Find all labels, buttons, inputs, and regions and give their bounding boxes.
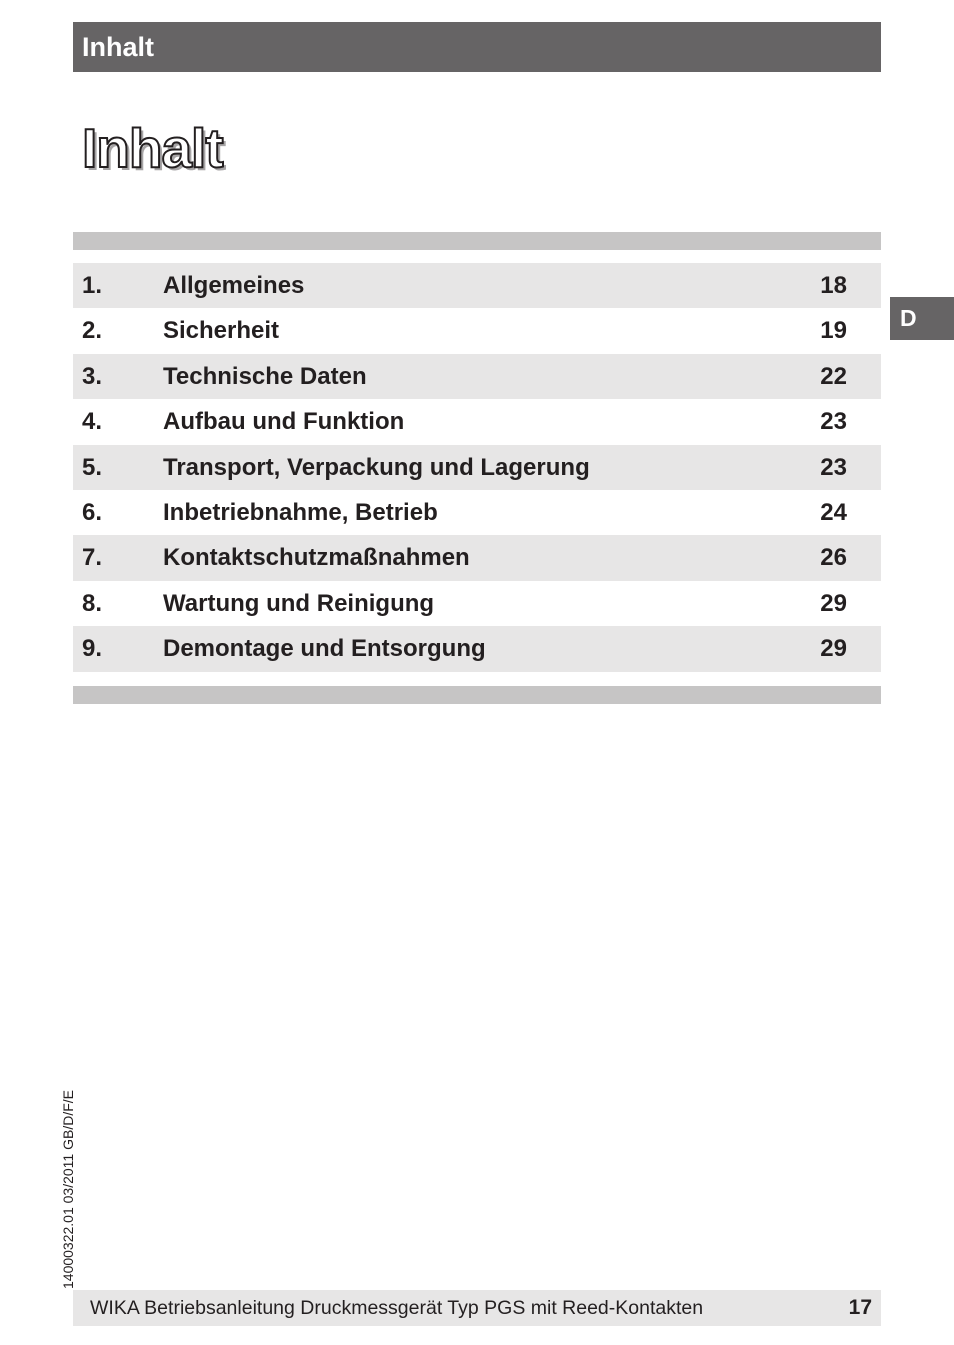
- toc-number: 6.: [82, 498, 103, 526]
- toc-row[interactable]: [73, 535, 881, 580]
- toc-bottom-divider: [73, 686, 881, 704]
- toc-number: 2.: [82, 317, 103, 345]
- toc-page-number: 18: [820, 272, 847, 299]
- toc-number: 1.: [82, 272, 103, 299]
- document-code: 14000322.01 03/2011 GB/D/F/E: [60, 1090, 76, 1289]
- toc-title: Demontage und Entsorgung: [163, 635, 486, 663]
- toc-number: 9.: [82, 635, 103, 663]
- page-title: Inhalt: [82, 117, 223, 179]
- toc-title: Allgemeines: [163, 272, 305, 299]
- toc-page-number: 29: [820, 635, 847, 663]
- toc-number: 7.: [82, 544, 103, 572]
- toc-page-number: 23: [820, 453, 847, 481]
- toc-row[interactable]: [73, 308, 881, 353]
- toc-row[interactable]: [73, 399, 881, 444]
- toc-page-number: 24: [820, 498, 847, 526]
- toc-row[interactable]: [73, 581, 881, 626]
- toc-title: Technische Daten: [163, 362, 367, 390]
- toc-row[interactable]: [73, 354, 881, 399]
- toc-page-number: 19: [820, 317, 847, 345]
- toc-title: Aufbau und Funktion: [163, 408, 405, 436]
- table-of-contents: [73, 263, 881, 672]
- toc-page-number: 22: [820, 362, 847, 390]
- language-tab-label: D: [900, 305, 917, 331]
- toc-page-number: 29: [820, 589, 847, 617]
- toc-title: Kontaktschutzmaßnahmen: [163, 544, 470, 572]
- section-header-bar: [73, 22, 881, 72]
- toc-title: Transport, Verpackung und Lagerung: [163, 453, 590, 481]
- toc-page-number: 26: [820, 544, 847, 572]
- toc-number: 5.: [82, 453, 103, 481]
- footer-text: WIKA Betriebsanleitung Druckmessgerät Typ PGS mit Reed-Kontakten: [90, 1297, 704, 1319]
- page-footer: [73, 1290, 881, 1326]
- toc-row[interactable]: [73, 263, 881, 308]
- section-header-title: Inhalt: [82, 32, 154, 62]
- toc-number: 3.: [82, 362, 103, 390]
- toc-title: Wartung und Reinigung: [163, 589, 435, 617]
- toc-row[interactable]: [73, 490, 881, 535]
- toc-row[interactable]: [73, 626, 881, 671]
- toc-number: 8.: [82, 589, 103, 617]
- toc-page-number: 23: [820, 408, 847, 436]
- toc-top-divider: [73, 232, 881, 250]
- toc-title: Sicherheit: [163, 317, 280, 345]
- footer-page-number: 17: [848, 1296, 872, 1319]
- language-tab: [890, 297, 954, 340]
- toc-title: Inbetriebnahme, Betrieb: [163, 498, 438, 526]
- toc-number: 4.: [82, 408, 103, 436]
- toc-row[interactable]: [73, 445, 881, 490]
